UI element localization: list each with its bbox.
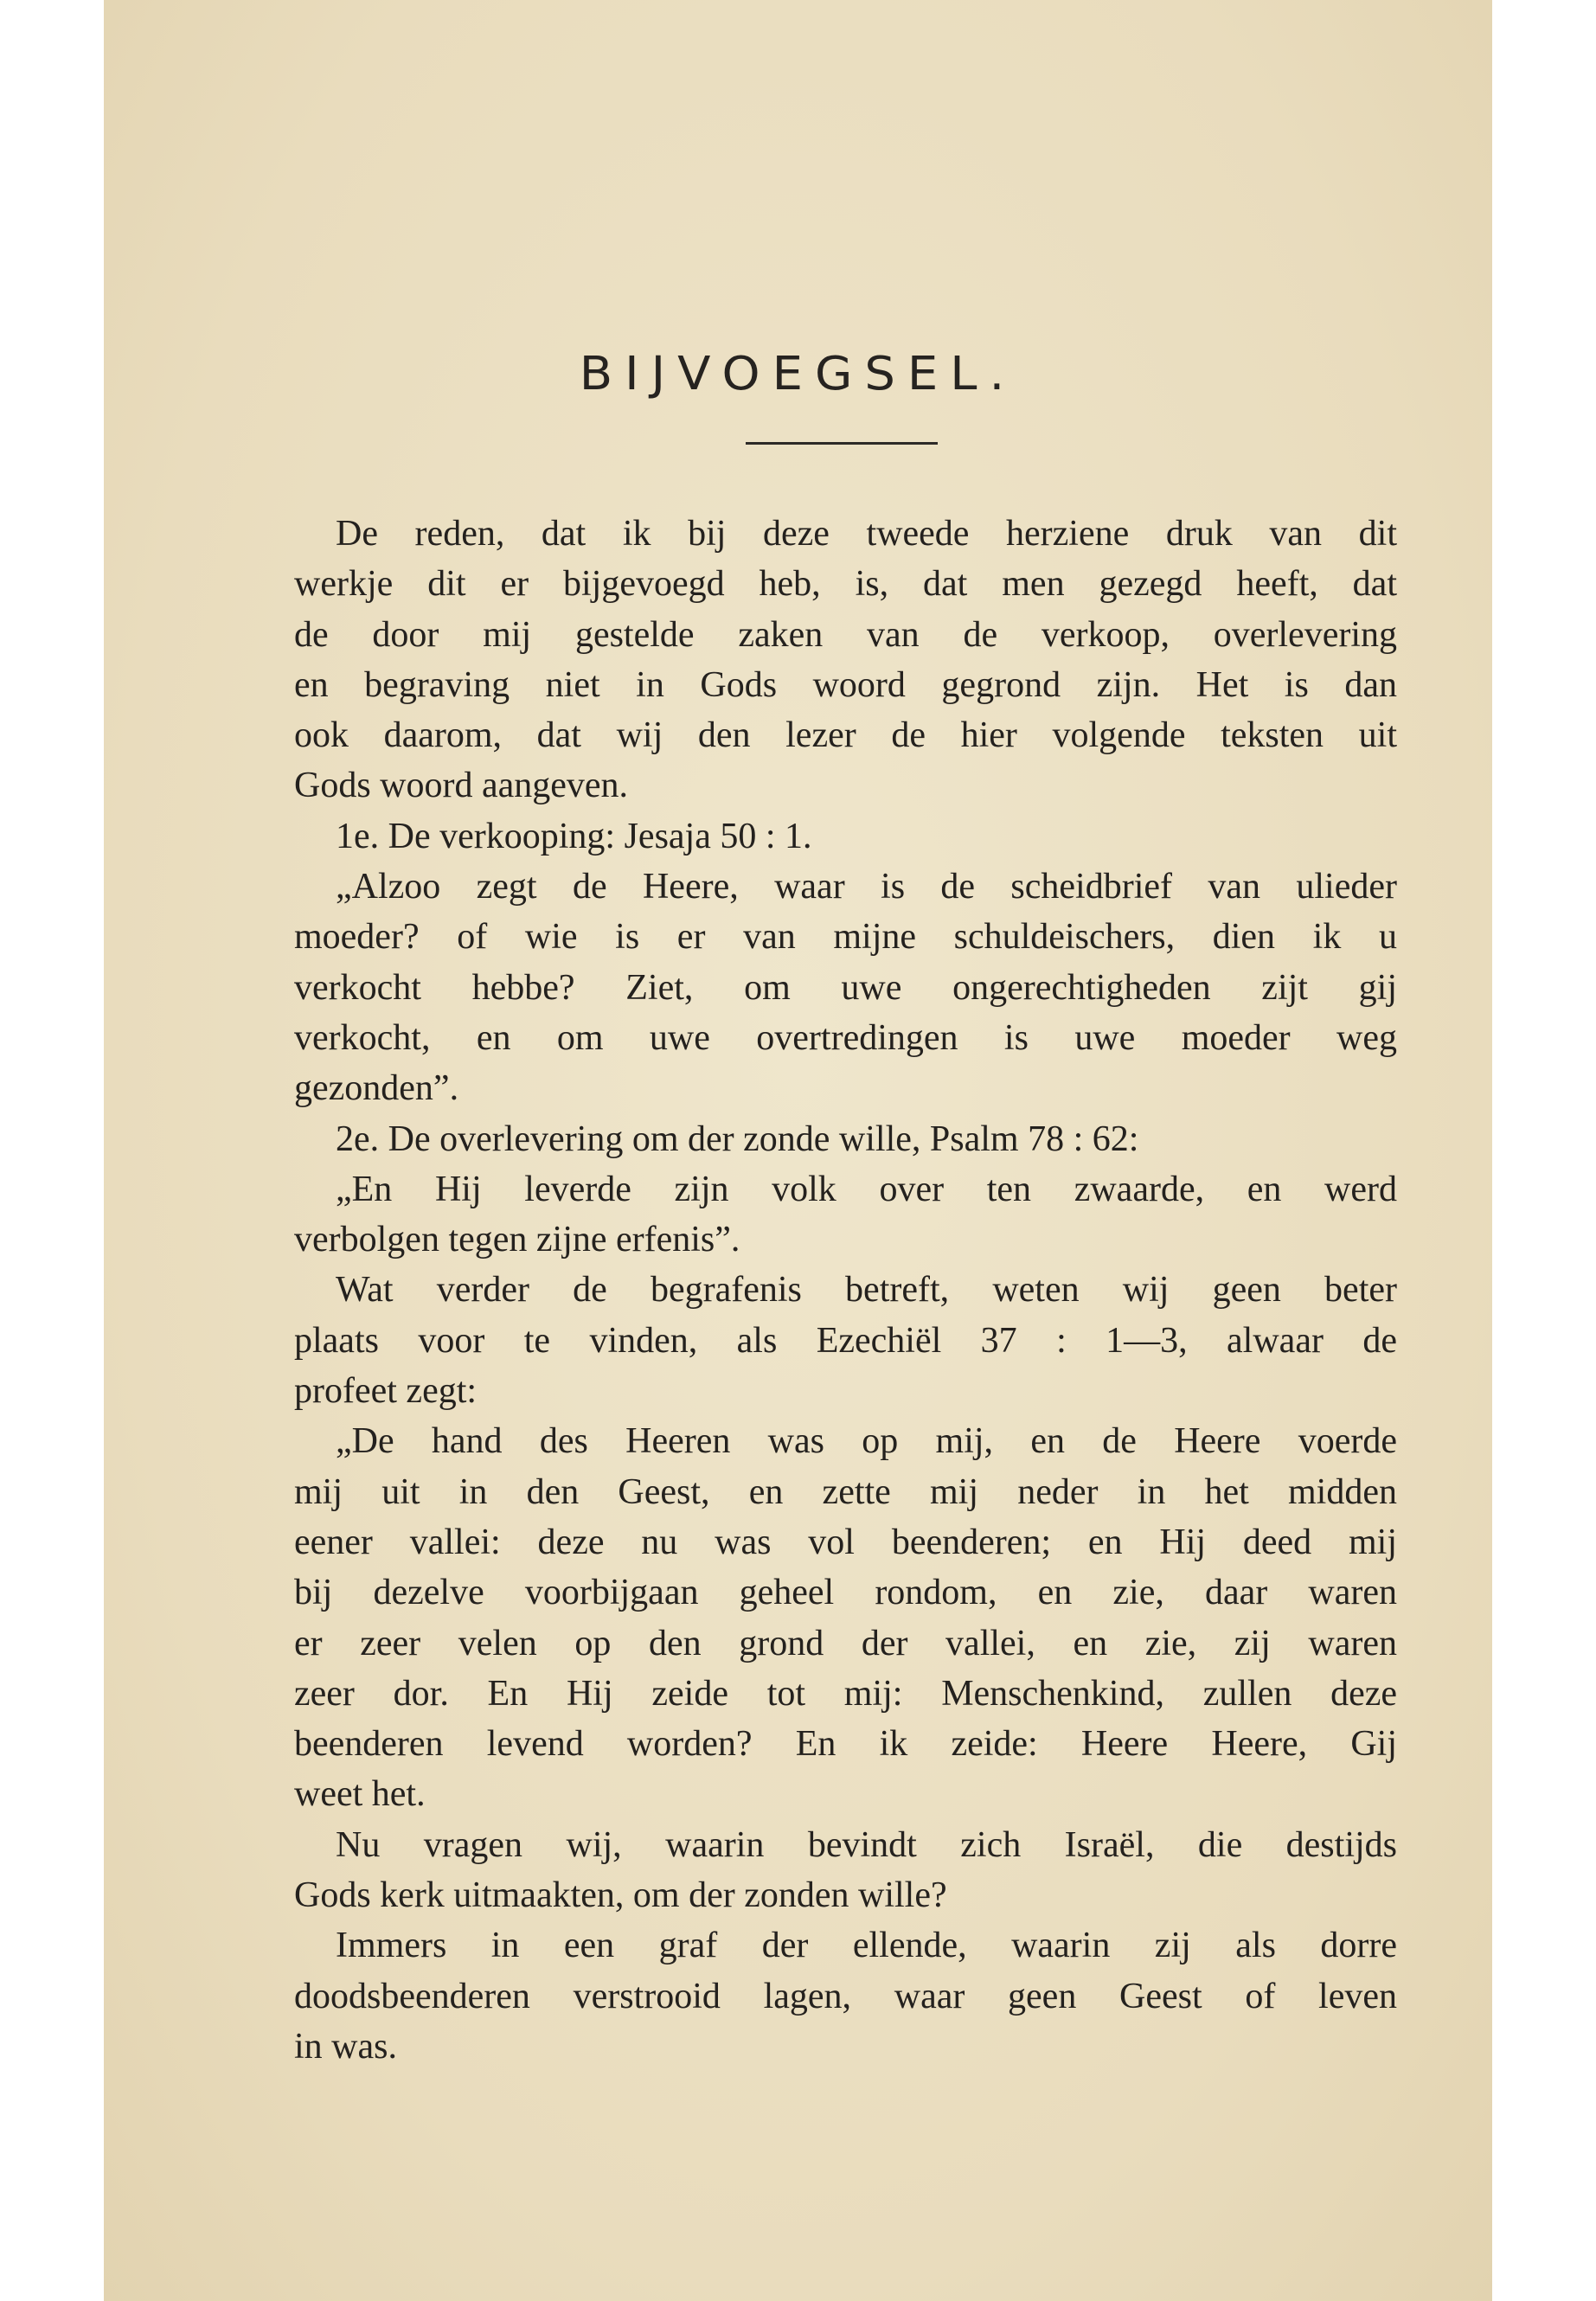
text-line: gezonden”. — [294, 1068, 459, 1109]
text-line: en begraving niet in Gods woord gegrond zijn. Het is dan — [294, 664, 1397, 705]
text-line: verbolgen tegen zijne erfenis”. — [294, 1220, 740, 1260]
text-line: Gods kerk uitmaakten, om der zonden wille? — [294, 1875, 947, 1916]
text-line: „En Hij leverde zijn volk over ten zwaarde, en werd — [336, 1169, 1397, 1209]
text-line: Gods woord aangeven. — [294, 766, 629, 806]
text-line: 1e. De verkooping: Jesaja 50 : 1. — [336, 816, 812, 856]
body-text — [294, 509, 1397, 2072]
text-line: beenderen levend worden? En ik zeide: Heere Heere, Gij — [294, 1724, 1397, 1765]
text-line: moeder? of wie is er van mijne schuldeischers, dien ik u — [294, 917, 1397, 958]
text-line: zeer dor. En Hij zeide tot mij: Menschenkind, zullen deze — [294, 1673, 1397, 1714]
text-line: Nu vragen wij, waarin bevindt zich Israël, die destijds — [336, 1824, 1397, 1865]
text-line: mij uit in den Geest, en zette mij neder in het midden — [294, 1471, 1397, 1512]
text-line: in was. — [294, 2026, 397, 2067]
text-line: eener vallei: deze nu was vol beenderen; en Hij deed mij — [294, 1522, 1397, 1562]
text-line: Immers in een graf der ellende, waarin zij als dorre — [336, 1926, 1397, 1966]
text-line: profeet zegt: — [294, 1371, 478, 1412]
text-line: „De hand des Heeren was op mij, en de Heere voerde — [336, 1421, 1397, 1462]
text-line: weet het. — [294, 1774, 426, 1815]
text-line: „Alzoo zegt de Heere, waar is de scheidbrief van ulieder — [336, 867, 1397, 907]
book-page — [104, 0, 1492, 2301]
text-line: ook daarom, dat wij den lezer de hier volgende teksten uit — [294, 715, 1397, 756]
text-line: Wat verder de begrafenis betreft, weten wij geen beter — [336, 1270, 1397, 1311]
text-line: De reden, dat ik bij deze tweede herziene druk van dit — [336, 514, 1397, 554]
text-line: er zeer velen op den grond der vallei, en zie, zij waren — [294, 1623, 1397, 1663]
text-line: werkje dit er bijgevoegd heb, is, dat men gezegd heeft, dat — [294, 564, 1397, 605]
text-line: verkocht hebbe? Ziet, om uwe ongerechtigheden zijt gij — [294, 967, 1397, 1008]
text-line: doodsbeenderen verstrooid lagen, waar geen Geest of leven — [294, 1976, 1397, 2016]
text-line: 2e. De overlevering om der zonde wille, Psalm 78 : 62: — [336, 1118, 1139, 1159]
text-line: verkocht, en om uwe overtredingen is uwe moeder weg — [294, 1017, 1397, 1058]
text-line: plaats voor te vinden, als Ezechiël 37 : 1—3, alwaar de — [294, 1320, 1397, 1361]
text-line: de door mij gestelde zaken van de verkoop, overlevering — [294, 614, 1397, 655]
heading-rule — [746, 442, 938, 445]
text-line: bij dezelve voorbijgaan geheel rondom, en zie, daar waren — [294, 1573, 1397, 1613]
chapter-heading: BIJVOEGSEL. — [579, 347, 1017, 401]
